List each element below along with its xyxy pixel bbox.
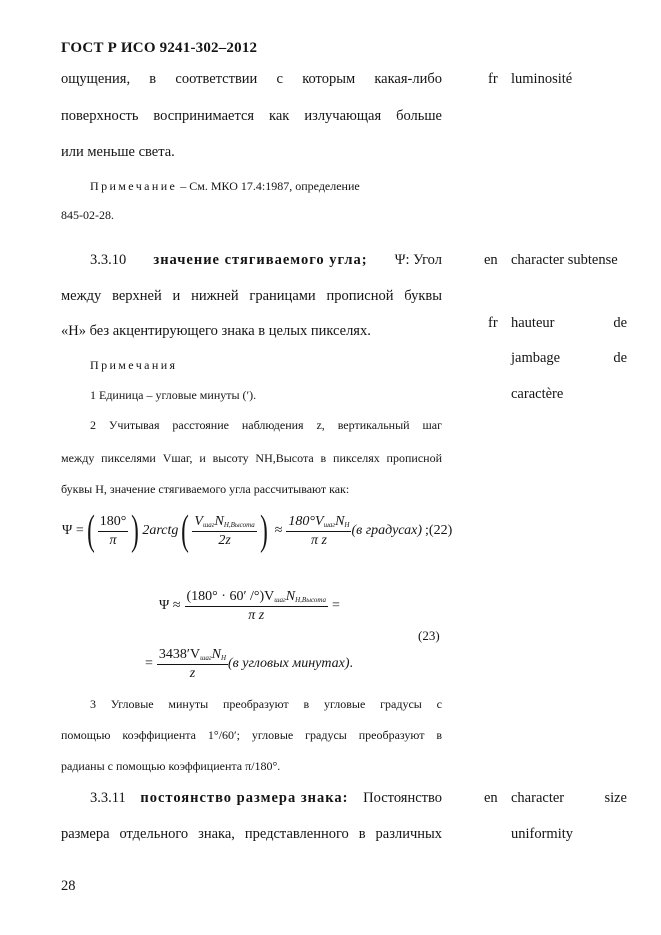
page-header: ГОСТ Р ИСО 9241-302–2012 [61,40,258,56]
fraction: $\frac{(180^\circ \cdot 60' /^\circ)V_{шаг}N_{H,Высота}}{\text{π z}}$ [186,588,327,623]
formula-22: Ψ = ( $\frac{180^\circ}{\pi}$ ) 2arctg ( $\frac{V_{шаг}N_{H,Высота}}{2z}$ ) ≈ $\frac{180^\circ V_{шаг}N_H}{\text{π z}}$ (в градусах) ;(22) [62,508,453,554]
note-item-3: радианы с помощью коэффициента π/180°. [61,759,281,773]
term-3-3-10 [90,252,442,269]
term-3-3-11 [90,790,442,807]
text-line: или меньше света. [61,144,175,160]
term-rest: Постоянство [363,790,442,806]
term-number: 3.3.11 [90,790,126,806]
note-item-1: 1 Единица – угловые минуты (′). [90,388,257,402]
note-item-2: буквы H, значение стягиваемого угла рассчитывают как: [61,482,350,496]
note-heading: Примечание [90,179,178,193]
text-line: между верхней и нижней границами прописной буквы [61,288,442,304]
formula-lhs: Ψ = [62,523,84,538]
note-1-line2: 845-02-28. [61,208,114,222]
notes-heading: Примечания [90,358,178,372]
note-1 [90,179,360,194]
equivalent-term: hauteur de [511,315,627,331]
note-item-2: 2 Учитывая расстояние наблюдения z, вертикальный шаг [90,418,442,432]
text-line: поверхность воспринимается как излучающая больше [61,108,442,124]
equivalent-term: character size [511,790,627,806]
note-item-3: 3 Угловые минуты преобразуют в угловые градусы с [90,697,442,711]
note-item-2: между пикселями Vшаг, и высоту NH,Высота в пикселях прописной [61,451,442,465]
lang-code: fr [488,315,498,331]
lang-code: en [484,252,498,268]
note-text: – См. МКО 17.4:1987, определение [177,179,360,193]
lang-code: en [484,790,498,806]
right-paren: ) [259,508,268,554]
term-name: значение стягиваемого угла; [153,252,368,268]
text-line: размера отдельного знака, представленного в различных [61,826,442,842]
lang-code: fr [488,71,498,87]
term-number: 3.3.10 [90,252,127,268]
equivalent-term: luminosité [511,71,573,87]
text-line: «H» без акцентирующего знака в целых пикселях. [61,323,371,339]
right-paren: ) [131,508,140,554]
fraction: $\frac{3438'V_{шаг}N_H}{z}$ [158,646,227,681]
fraction: $\frac{180^\circ V_{шаг}N_H}{\text{π z}}$ [288,513,350,548]
formula-23-line1: Ψ ≈ $\frac{(180^\circ \cdot 60' /^\circ)V_{шаг}N_{H,Высота}}{\text{π z}}$ = [159,588,340,623]
left-paren: ( [181,508,190,554]
equation-label: ;(22) [425,523,453,538]
formula-23-line2: = $\frac{3438'V_{шаг}N_H}{z}$ (в угловых минутах) . [145,646,354,681]
fraction: $\frac{V_{шаг}N_{H,Высота}}{2z}$ [194,513,255,548]
equivalent-term: uniformity [511,826,574,842]
equivalent-term: character subtense [511,252,618,268]
equation-label: (23) [418,628,440,643]
equivalent-term: jambage de [511,350,627,366]
left-paren: ( [86,508,95,554]
equivalent-term: caractère [511,386,564,402]
note-item-3: помощью коэффициента 1°/60′; угловые градусы преобразуют в [61,728,442,742]
term-name: постоянство размера знака: [140,790,349,806]
text-line: ощущения, в соответствии с которым какая-либо [61,71,442,87]
fraction: $\frac{180^\circ}{\pi}$ [99,513,127,548]
term-rest: Ψ: Угол [394,252,442,268]
page-number: 28 [61,878,76,894]
